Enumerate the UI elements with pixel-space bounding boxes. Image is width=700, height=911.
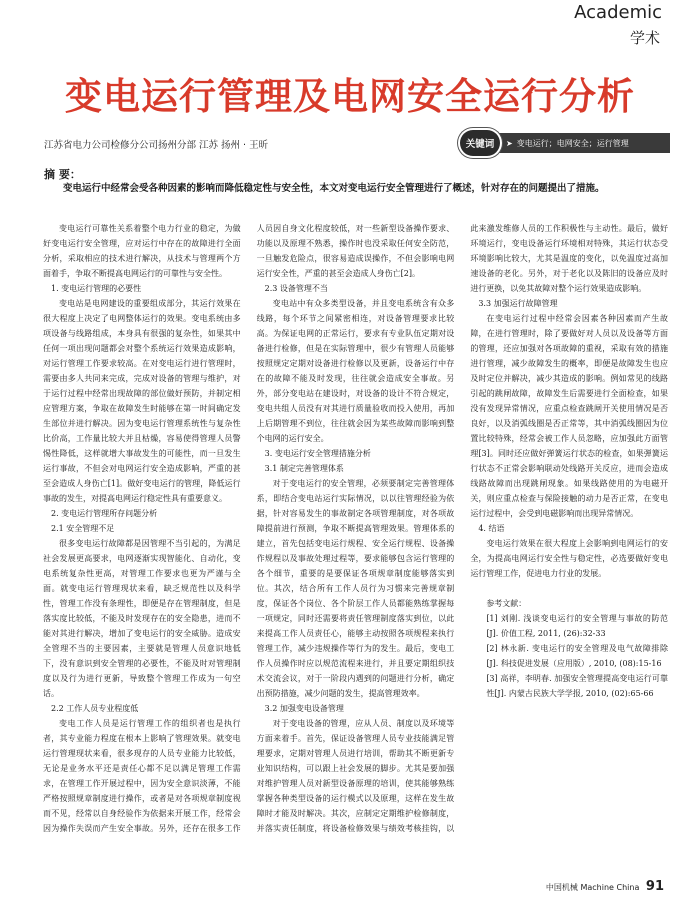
article-title: 变电运行管理及电网安全运行分析	[65, 75, 635, 118]
section-heading: 1. 变电运行管理的必要性	[51, 284, 142, 293]
subsection-heading: 3.2 加强变电设备管理	[264, 704, 344, 713]
abstract-text: 变电运行中经常会受各种因素的影响而降低稳定性与安全性，本文对变电运行安全管理进行了概述，针对存在的问题提出了措施。	[63, 183, 605, 194]
reference-item: [2] 林永新. 变电运行的安全管理及电气故障排除[J]. 科技促进发展（应用版）, 2010, (08):15-16	[486, 644, 668, 668]
section-heading: 3. 变电运行安全管理措施分析	[264, 449, 371, 458]
article-body	[43, 221, 668, 849]
paragraph: 很多变电运行故障都是因管理不当引起的，为满足社会发展更高要求，电网逐渐实现智能化、自动化，变电系统复杂性更高，对管理工作要求也更为严谨与全面。就变电运行管理现状来看，缺乏规范性以及科学性，管理工作没有条理性，即便是存在管理制度，但是落实度比较低，不能及时发现存在的安全隐患，进而不能对其进行解决，增加了变电运行的安全威胁。造成安全管理不当的主要因素，主要就是管理人员意识地低下，没有意识到安全管理的必要性，不能及时对管理制度以及行为进行更新，导致整个管理工作成为一句空话。	[43, 539, 241, 698]
paragraph: 在变电运行过程中经常会因素各种因素而产生故障，在进行管理时，除了要做好对人员以及设备等方面的管理，还应加强对各项故障的重视，采取有效的措施进行管理，减少故障发生的概率，即便是故障发生也应及时定位并解决，减少其造成的影响。例如常见的线路引起的跳闸故障，故障发生后需要进行全面检查，如果没有发现异常情况，应重点检查跳闸开关使用情况是否良好，以及消弧线圈是否正常等，其中消弧线圈因为位置比较特殊，经常会被工作人员忽略，应加强此方面管理[3]。同时还应做好弹簧运行状态的检查，如果弹簧运行状态不正常会影响联动处线路开关反应，进而会造成线路故障而出现跳闸现象。如果线路使用的为电磁开关，则应重点检查与保险接触的动力是否正常，在变电运行过程中，会受到电磁影响而出现异常情况。	[470, 314, 668, 518]
page-footer	[546, 879, 664, 894]
subsection-heading: 3.3 加强运行故障管理	[478, 299, 558, 308]
reference-item: [1] 刘刚. 浅谈变电运行的安全管理与事故的防范[J]. 价值工程, 2011, (26):32-33	[486, 614, 668, 638]
subsection-heading: 3.1 制定完善管理体系	[264, 464, 344, 473]
keywords-box	[460, 129, 670, 157]
paragraph: 对于变电运行的安全管理，必须要制定完善管理体系，即结合变电站运行实际情况，以以往管理经验为依据，针对容易发生的事故制定各项管理制度，对各项故障提前进行预测，争取不断提高管理效果。管理体系的建立，首先包括变电运行规程、安全运行规程、设备操作规程以及事故处理过程等，要求能够包含运行管理的各个细节，重要的是要保证各项规章制度能够落实到位。其次，结合所有工作人员行为习惯来完善规章制度，保证各个岗位、各个阶层工作人员都能熟练掌握每一项规定，同时还需要将责任管理制度落实到位，以此来提高工作人员责任心，能够主动按照各项规程来执行管理工作，减少违规操作等行为的发生。最后，变电工作人员操作时应以规范流程来进行，并且要定期组织技术交流会议，对于一阶段内遇到的问题进行分析，确定出预防措施，减少问题的发生，提高管理效率。	[256, 479, 455, 698]
subsection-heading: 2.3 设备管理不当	[264, 284, 328, 293]
section-label-cn: 学术	[629, 29, 660, 47]
reference-item: [3] 高祥，李明春. 加强安全管理提高变电运行可靠性[J]. 内蒙古民族大学学报, 2010, (02):65-66	[486, 674, 668, 698]
keywords-badge: 关键词	[460, 130, 500, 156]
paragraph: 变电站中有众多类型设备，并且变电系统含有众多线路，每个环节之间紧密相连，对设备管理要求比较高。为保证电网的正常运行，要求有专业队伍定期对设备进行检修，但是在实际管理中，很少有管理人员能够按照规定定期对设备进行检修以及更新，设备运行中存在的故障不能及时发现，往往就会造成安全事故。另外，部分变电站在建设时，对设备的设计不符合规定，变电共组人员没有对其进行质量验收而投入使用，再加上后期管理不到位，往往就会因为某些故障而影响到整个电网的运行安全。	[256, 299, 455, 443]
section-heading: 2. 变电运行管理所存问题分析	[51, 509, 158, 518]
paragraph: 变电运行可靠性关系着整个电力行业的稳定，为做好变电运行安全管理，应对运行中存在的故障进行全面分析，采取相应的技术进行解决，从技术与管理两个方面着手，争取不断提高电网运行的可靠性与安全性。	[43, 224, 241, 278]
paragraph: 变电运行效果在很大程度上会影响到电网运行的安全，为提高电网运行安全性与稳定性，必选要做好变电运行管理工作，促进电力行业的发展。	[470, 539, 668, 578]
journal-name: 中国机械 Machine China	[545, 883, 640, 892]
paragraph: 变电工作人员是运行管理工作的组织者也是执行者，其专业能力程度在根本上影响了管理效果。就变电运行管理现状来看，很多现存的人员专业能力比较低，无论是业务水平还是责任心都不足以满足管理工作需求，在管理工作开展过程中，因为安全意识淡薄，不能严格按照规章制度进行操作，或者是对各项规章制度视而不见，经常以自身经验作为依据来开展工作，经常会因为操作失误而产生安全事故。另外，还存在很多工作人员因自身文化程度较低，对一些新型设备操作要求、功能以及原理不熟悉，操作时也没采取任何安全防范，一旦触发危险点，很容易造成误操作，不但会影响电网运行安全性，严重的甚至会造成人身伤亡[2]。	[43, 224, 455, 833]
author-affiliation: 江苏省电力公司检修分公司扬州分部 江苏 扬州 · 王昕	[44, 140, 269, 151]
subsection-heading: 2.2 工作人员专业程度低	[51, 704, 139, 713]
arrow-icon: ➤	[506, 138, 513, 148]
references-title: 参考文献：	[486, 599, 527, 608]
keywords-text: 变电运行；电网安全；运行管理	[516, 138, 629, 148]
paragraph: 对于变电设备的管理，应从人员、制度以及环境等方面来着手。首先，保证设备管理人员专业技能满足管理要求，定期对管理人员进行培训，帮助其不断更新专业知识结构，可以跟上社会发展的脚步。尤其是要加强对维护管理人员对新型设备原理的培训，使其能够熟练掌握各种类型设备的运行模式以及原理，这样在发生故障时才能及时解决。其次，应制定定期维护检修制度，并落实责任制度，将设备检修效果与绩效考核挂钩，以此来激发维修人员的工作积极性与主动性。最后，做好环境运行，变电设备运行环境相对特殊，其运行状态受环境影响比较大，尤其是温度的变化，以免温度过高加速设备的老化。另外，对于老化以及陈旧的设备应及时进行更换，以免其故障对整个运行效果造成影响。	[256, 224, 668, 833]
section-label-en: Academic	[574, 2, 662, 23]
paragraph: 变电站是电网建设的重要组成部分，其运行效果在很大程度上决定了电网整体运行的效果。变电系统由多项设备与线路组成，本身具有很强的复杂性，如果其中任何一项出现问题都会对整个系统运行效果造成影响，对运行管理工作要求较高。在对变电运行进行管理时，需要由多人共同来完成，完成对设备的管理与维护，对于运行过程中经常出现故障的部位做好预防，并制定相应管理方案，争取在故障发生时能够在第一时间确定发生部位并进行解决。因为变电运行管理系统性与复杂性比价高，工作量比较大并且枯燥，容易使得管理人员警惕性降低，这样就增大事故发生的可能性，而一旦发生运行事故，不但会对电网运行安全造成影响，严重的甚至会造成人身伤亡[1]。做好变电运行的管理，降低运行事故的发生，对提高电网运行稳定性具有重要意义。	[43, 299, 241, 503]
page-number: 91	[645, 879, 664, 894]
keywords-bar	[494, 133, 670, 153]
section-heading: 4. 结语	[478, 524, 505, 533]
subsection-heading: 2.1 安全管理不足	[51, 524, 115, 533]
abstract-label: 摘 要：	[44, 168, 81, 181]
